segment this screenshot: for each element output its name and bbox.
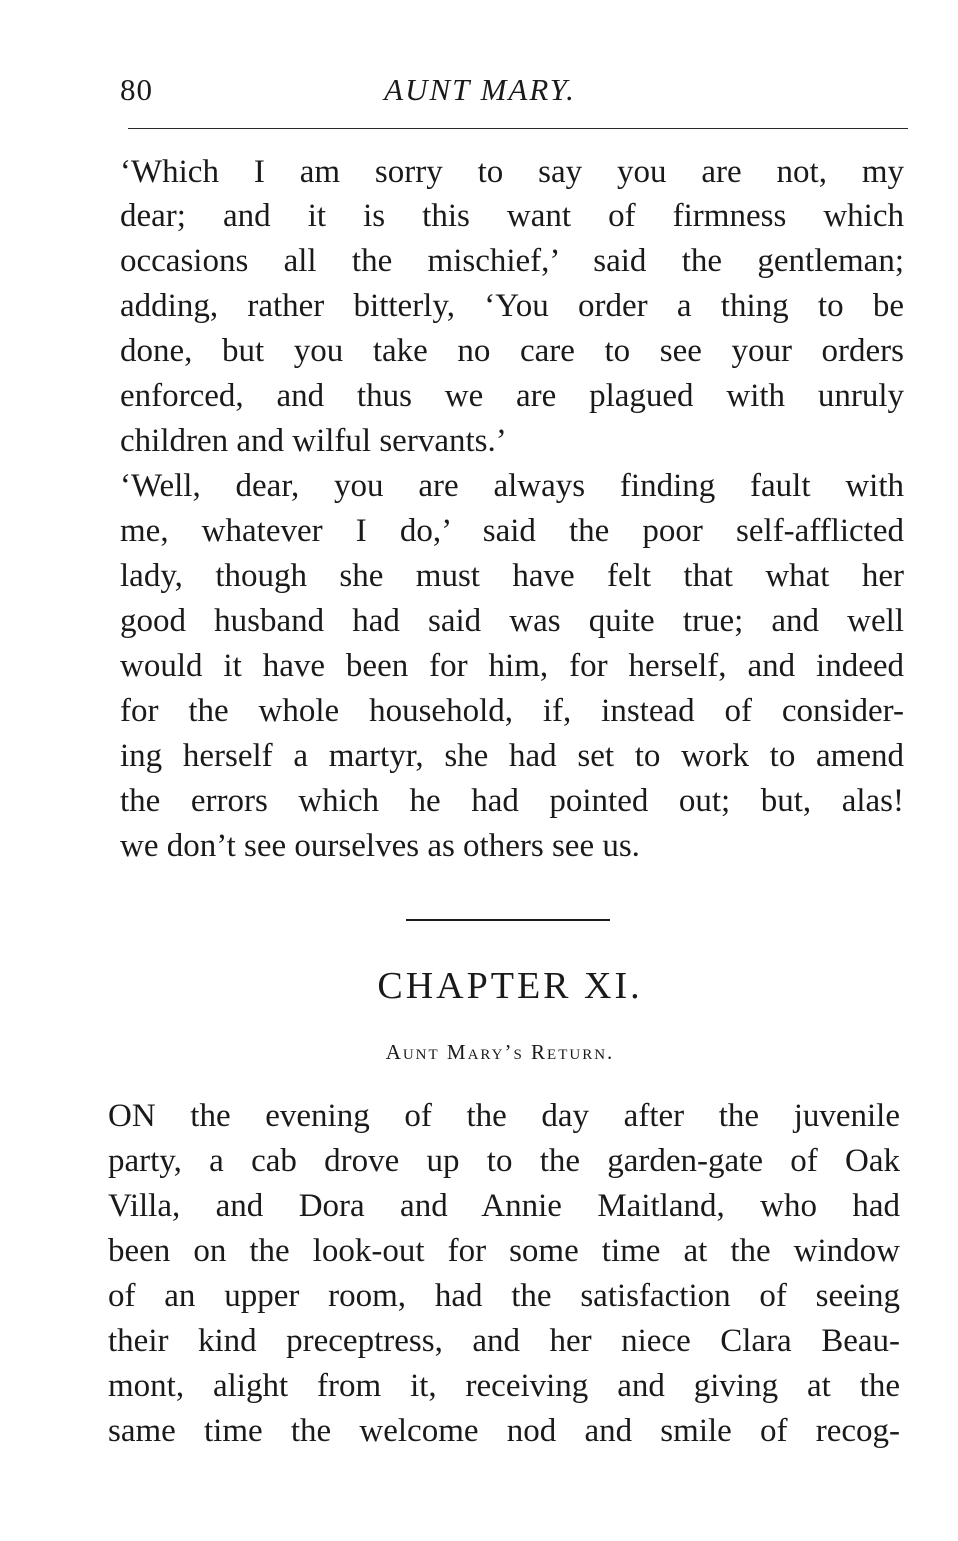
text-line: we don’t see ourselves as others see us. [120,828,640,864]
text-line: dear; and it is this want of firmness which [120,198,904,234]
text-line: of an upper room, had the satisfaction of seeing [108,1278,900,1314]
text-line: ‘Which I am sorry to say you are not, my [120,154,904,190]
text-line: adding, rather bitterly, ‘You order a thing to be [120,288,904,324]
text-line: their kind preceptress, and her niece Clara Beau- [108,1323,900,1359]
text-line: me, whatever I do,’ said the poor self-afflicted [120,513,904,549]
chapter-heading: CHAPTER XI. [377,965,643,1007]
text-line: for the whole household, if, instead of consider- [120,693,904,729]
text-line: occasions all the mischief,’ said the gentleman; [120,243,904,279]
text-line: enforced, and thus we are plagued with unruly [120,378,904,414]
text-line: done, but you take no care to see your orders [120,333,904,369]
text-line: mont, alight from it, receiving and giving at the [108,1368,900,1404]
section-divider [406,919,610,921]
text-line: been on the look-out for some time at the window [108,1233,900,1269]
text-line: lady, though she must have felt that what her [120,558,904,594]
text-line: same time the welcome nod and smile of recog- [108,1413,900,1449]
running-title: AUNT MARY. [384,72,576,107]
text-line: ‘Well, dear, you are always finding fault with [120,468,904,504]
header-rule [128,128,908,129]
text-line: ON the evening of the day after the juvenile [108,1098,900,1134]
chapter-subtitle: Aunt Mary’s Return. [385,1040,615,1064]
page-number: 80 [120,72,153,107]
text-line: good husband had said was quite true; and well [120,603,904,639]
text-line: party, a cab drove up to the garden-gate of Oak [108,1143,900,1179]
text-line: Villa, and Dora and Annie Maitland, who had [108,1188,900,1224]
text-line: children and wilful servants.’ [120,423,507,459]
text-line: the errors which he had pointed out; but, alas! [120,783,904,819]
text-line: would it have been for him, for herself, and indeed [120,648,904,684]
text-line: ing herself a martyr, she had set to work to amend [120,738,904,774]
